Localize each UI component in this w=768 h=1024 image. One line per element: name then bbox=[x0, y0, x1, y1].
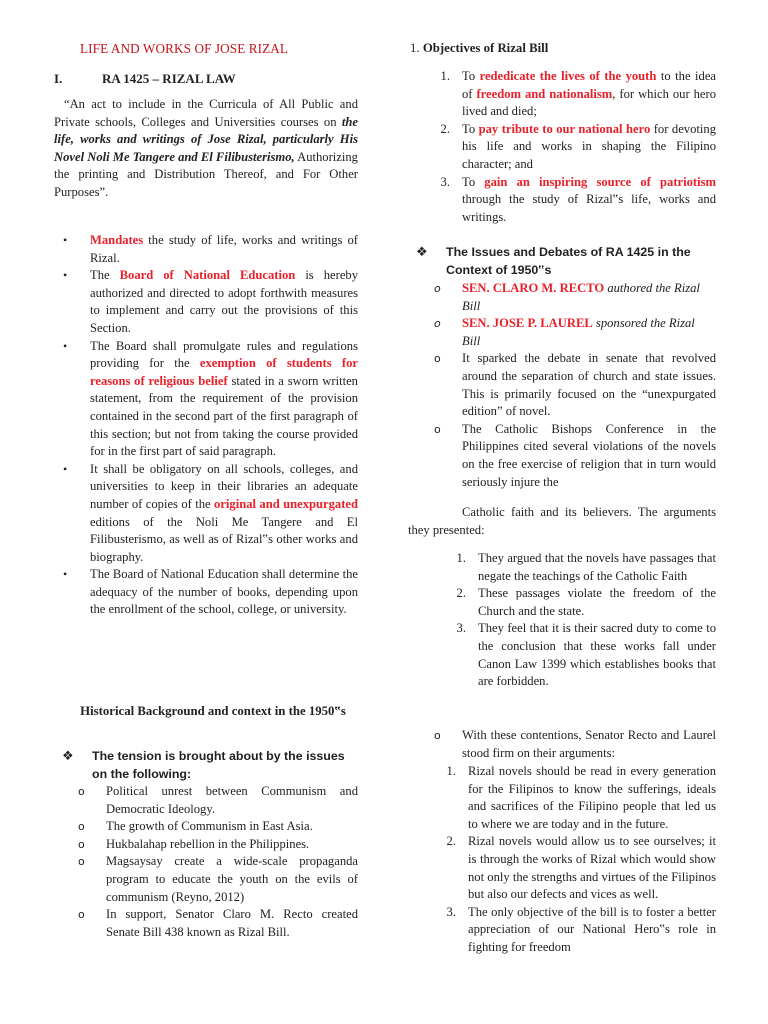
bullet-icon: • bbox=[63, 461, 68, 476]
list-item: 1. To rededicate the lives of the youth to the idea of freedom and nationalism, for which our hero lived and died; bbox=[440, 69, 716, 119]
issues-heading: ❖ The Issues and Debates of RA 1425 in the Context of 1950‟s bbox=[416, 245, 691, 277]
issues-list bbox=[434, 280, 716, 491]
list-item: • The Board of National Education shall determine the adequacy of the number of books, depending upon the enrollment of the school, college, or university. bbox=[63, 567, 358, 617]
list-item: o SEN. JOSE P. LAUREL sponsored the Rizal Bill bbox=[434, 316, 695, 348]
list-item: 3. They feel that it is their sacred duty to come to the conclusion that these works fall under Canon Law 1399 which establishes books that are forbidden. bbox=[456, 621, 716, 689]
list-item: o The Catholic Bishops Conference in the Philippines cited several violations of the novels on the free exercise of religion that in turn would seriously injure the bbox=[434, 421, 716, 489]
tension-list bbox=[78, 783, 358, 941]
list-item: 2. To pay tribute to our national hero for devoting his life and works in shaping the Filipino character; and bbox=[440, 121, 716, 171]
bullet-icon: • bbox=[63, 268, 68, 283]
list-item: 1. Rizal novels should be read in every generation for the Filipinos to know the sufferings, ideals and sacrifices of the Filipino people that led us to where we are today and in the future. bbox=[446, 764, 716, 831]
list-item: o Political unrest between Communism and Democratic Ideology. bbox=[78, 784, 358, 816]
list-item: 1. They argued that the novels have passages that negate the teachings of the Catholic Faith bbox=[456, 551, 716, 583]
list-item: o Magsaysay create a wide-scale propaganda program to educate the youth on the evils of communism (Reyno, 2012) bbox=[78, 854, 358, 904]
contention-list bbox=[434, 727, 716, 762]
objectives-list bbox=[440, 68, 716, 226]
rizal-law-quote bbox=[54, 96, 358, 202]
section-title: RA 1425 – RIZAL LAW bbox=[102, 71, 236, 86]
arguments-intro: Catholic faith and its believers. The arguments they presented: bbox=[408, 505, 716, 537]
list-item: 3. The only objective of the bill is to foster a better appreciation of our National Hero‟s role in fighting for freedom bbox=[446, 904, 716, 954]
list-item: o SEN. CLARO M. RECTO authored the Rizal Bill bbox=[434, 281, 700, 313]
list-item: 3. To gain an inspiring source of patriotism through the study of Rizal‟s life, works and writings. bbox=[440, 174, 716, 224]
list-item: o The growth of Communism in East Asia. bbox=[106, 818, 358, 836]
list-item: • It shall be obligatory on all schools, colleges, and universities to keep in their libraries an adequate number of copies of the original and unexpurgated editions of the Noli Me Tangere and El Filibusterismo, as well as of Rizal‟s other works and biography. bbox=[63, 461, 358, 564]
diamond-bullet-icon: ❖ bbox=[416, 245, 428, 260]
circle-bullet-icon: o bbox=[434, 729, 441, 742]
list-item: • Mandates the study of life, works and writings of Rizal. bbox=[63, 233, 358, 265]
arguments-list bbox=[456, 550, 716, 691]
circle-bullet-icon: o bbox=[78, 785, 85, 798]
list-item: 2. These passages violate the freedom of the Church and the state. bbox=[456, 586, 716, 618]
circle-bullet-icon: o bbox=[78, 855, 85, 869]
circle-bullet-icon: o bbox=[78, 837, 85, 851]
list-item: • The Board shall promulgate rules and regulations providing for the exemption of students for reasons of religious belief stated in a sworn written statement, from the requirement of the provision contained in the second part of the first paragraph of this section; but not from taking the course provided for in the first part of said paragraph. bbox=[63, 338, 358, 459]
circle-bullet-icon: o bbox=[78, 908, 85, 922]
tension-heading: ❖ The tension is brought about by the issues on the following: bbox=[62, 749, 345, 781]
list-item: 2. Rizal novels would allow us to see ourselves; it is through the works of Rizal which would show not only the strengths and virtues of the Filipinos but also our defects and vices as well. bbox=[446, 834, 716, 902]
bullet-icon: • bbox=[63, 567, 68, 582]
bullet-icon: • bbox=[63, 338, 68, 353]
quote-part-1: “An act to include in the Curricula of All Public and Private schools, Colleges and Universities courses on bbox=[54, 97, 358, 129]
list-item: o Hukbalahap rebellion in the Philippines. bbox=[106, 836, 358, 854]
responses-list bbox=[446, 763, 716, 957]
circle-bullet-icon: o bbox=[434, 352, 441, 366]
diamond-bullet-icon: ❖ bbox=[62, 749, 74, 764]
section-number: I. bbox=[54, 71, 63, 86]
mandates-list bbox=[63, 232, 359, 619]
circle-bullet-icon: o bbox=[78, 820, 85, 834]
bullet-icon: • bbox=[63, 233, 68, 247]
quote-part-3: Authorizing the printing and Distribution Thereof, and For Other Purposes”. bbox=[54, 149, 358, 199]
historical-heading: Historical Background and context in the 1950‟s bbox=[80, 704, 346, 718]
list-item: o It sparked the debate in senate that revolved around the separation of church and state issues. This is primarily focused on the “unexpurgated edition” of novel. bbox=[434, 351, 716, 419]
quote-part-2: the life, works and writings of Jose Rizal, particularly His Novel Noli Me Tangere and El Filibusterismo, bbox=[54, 114, 358, 164]
circle-bullet-icon: o bbox=[434, 422, 441, 436]
list-item: o In support, Senator Claro M. Recto created Senate Bill 438 known as Rizal Bill. bbox=[78, 907, 358, 939]
objectives-heading: 1. Objectives of Rizal Bill bbox=[410, 41, 549, 55]
circle-bullet-icon: o bbox=[434, 317, 441, 331]
page-title: LIFE AND WORKS OF JOSE RIZAL bbox=[80, 41, 289, 56]
list-item: o With these contentions, Senator Recto and Laurel stood firm on their arguments: bbox=[434, 728, 716, 760]
circle-bullet-icon: o bbox=[434, 282, 441, 295]
list-item: • The Board of National Education is hereby authorized and directed to adopt forthwith measures to implement and carry out the provisions of this Section. bbox=[63, 268, 359, 335]
section-heading bbox=[54, 70, 236, 88]
